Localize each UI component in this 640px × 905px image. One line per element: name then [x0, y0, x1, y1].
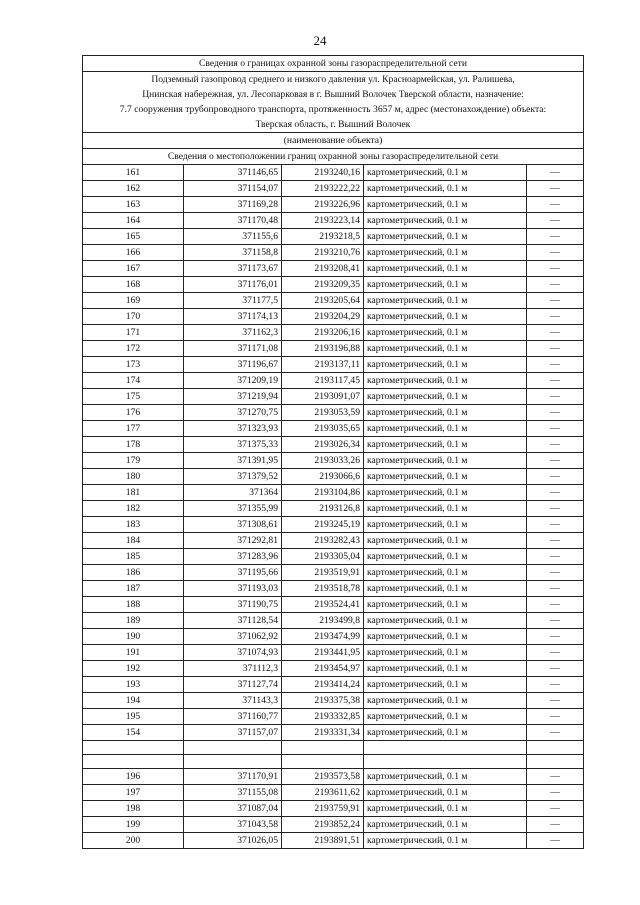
table-row	[83, 817, 584, 833]
point-number: 182	[83, 501, 184, 517]
point-number: 171	[83, 325, 184, 341]
coord-y: 2193210,76	[282, 245, 364, 261]
point-number: 181	[83, 485, 184, 501]
table-row	[83, 373, 584, 389]
object-description-line: Подземный газопровод среднего и низкого давления ул. Красноармейская, ул. Ралишева,	[151, 74, 515, 85]
method: картометрический, 0.1 м	[364, 165, 527, 181]
method: картометрический, 0.1 м	[364, 421, 527, 437]
table-row	[83, 197, 584, 213]
point-number: 187	[83, 581, 184, 597]
coord-x: 371170,91	[184, 769, 282, 785]
object-description-line: 7.7 сооружения трубопроводного транспорта, протяженность 3657 м, адрес (местонахождение) объекта:	[119, 104, 547, 115]
note: —	[527, 277, 584, 293]
method: картометрический, 0.1 м	[364, 213, 527, 229]
coord-x: 371177,5	[184, 293, 282, 309]
point-number: 197	[83, 785, 184, 801]
note: —	[527, 341, 584, 357]
note: —	[527, 165, 584, 181]
method: картометрический, 0.1 м	[364, 817, 527, 833]
table-row	[83, 613, 584, 629]
method: картометрический, 0.1 м	[364, 437, 527, 453]
coord-y: 2193053,59	[282, 405, 364, 421]
table-row	[83, 245, 584, 261]
table-row	[83, 645, 584, 661]
empty-cell	[527, 755, 584, 769]
point-number: 172	[83, 341, 184, 357]
point-number: 180	[83, 469, 184, 485]
coord-y: 2193524,41	[282, 597, 364, 613]
method: картометрический, 0.1 м	[364, 485, 527, 501]
coord-x: 371158,8	[184, 245, 282, 261]
coord-x: 371171,08	[184, 341, 282, 357]
method: картометрический, 0.1 м	[364, 293, 527, 309]
point-number: 169	[83, 293, 184, 309]
note: —	[527, 725, 584, 741]
note: —	[527, 197, 584, 213]
coord-y: 2193033,26	[282, 453, 364, 469]
table-row	[83, 453, 584, 469]
coord-y: 2193454,97	[282, 661, 364, 677]
table-row	[83, 309, 584, 325]
table-row	[83, 261, 584, 277]
coord-y: 2193331,34	[282, 725, 364, 741]
coord-y: 2193332,85	[282, 709, 364, 725]
note: —	[527, 581, 584, 597]
coord-y: 2193209,35	[282, 277, 364, 293]
coord-x: 371127,74	[184, 677, 282, 693]
method: картометрический, 0.1 м	[364, 469, 527, 485]
method: картометрический, 0.1 м	[364, 453, 527, 469]
note: —	[527, 325, 584, 341]
coord-x: 371196,67	[184, 357, 282, 373]
empty-cell	[364, 741, 527, 755]
coord-x: 371364	[184, 485, 282, 501]
method: картометрический, 0.1 м	[364, 677, 527, 693]
point-number: 154	[83, 725, 184, 741]
note: —	[527, 677, 584, 693]
coord-x: 371157,07	[184, 725, 282, 741]
object-description-row	[83, 72, 584, 133]
table-title: Сведения о границах охранной зоны газораспределительной сети	[83, 56, 584, 72]
note: —	[527, 817, 584, 833]
coord-x: 371074,93	[184, 645, 282, 661]
point-number: 188	[83, 597, 184, 613]
table-row	[83, 293, 584, 309]
location-header-row	[83, 149, 584, 165]
coord-y: 2193206,16	[282, 325, 364, 341]
point-number: 186	[83, 565, 184, 581]
method: картометрический, 0.1 м	[364, 181, 527, 197]
point-number: 163	[83, 197, 184, 213]
coord-y: 2193222,22	[282, 181, 364, 197]
coord-x: 371283,96	[184, 549, 282, 565]
coord-y: 2193499,8	[282, 613, 364, 629]
note: —	[527, 421, 584, 437]
coord-x: 371112,3	[184, 661, 282, 677]
table-row	[83, 565, 584, 581]
note: —	[527, 469, 584, 485]
method: картометрический, 0.1 м	[364, 341, 527, 357]
coord-x: 371195,66	[184, 565, 282, 581]
table-row	[83, 693, 584, 709]
point-number: 194	[83, 693, 184, 709]
method: картометрический, 0.1 м	[364, 769, 527, 785]
table-row	[83, 709, 584, 725]
coord-x: 371391,95	[184, 453, 282, 469]
table-row	[83, 485, 584, 501]
object-caption-row	[83, 133, 584, 149]
note: —	[527, 693, 584, 709]
title-row	[83, 56, 584, 72]
note: —	[527, 629, 584, 645]
method: картометрический, 0.1 м	[364, 709, 527, 725]
coord-x: 371169,28	[184, 197, 282, 213]
empty-cell	[527, 741, 584, 755]
coord-y: 2193026,34	[282, 437, 364, 453]
coord-x: 371155,6	[184, 229, 282, 245]
coord-x: 371308,61	[184, 517, 282, 533]
note: —	[527, 261, 584, 277]
method: картометрический, 0.1 м	[364, 533, 527, 549]
method: картометрический, 0.1 м	[364, 501, 527, 517]
coord-y: 2193759,91	[282, 801, 364, 817]
note: —	[527, 565, 584, 581]
coord-x: 371170,48	[184, 213, 282, 229]
point-number: 193	[83, 677, 184, 693]
note: —	[527, 501, 584, 517]
object-description-line: Тверская область, г. Вышний Волочек	[255, 119, 411, 130]
coord-y: 2193519,91	[282, 565, 364, 581]
coord-y: 2193573,58	[282, 769, 364, 785]
method: картометрический, 0.1 м	[364, 549, 527, 565]
note: —	[527, 453, 584, 469]
note: —	[527, 229, 584, 245]
note: —	[527, 389, 584, 405]
table-row	[83, 597, 584, 613]
coord-x: 371323,93	[184, 421, 282, 437]
coord-x: 371155,08	[184, 785, 282, 801]
table-row	[83, 341, 584, 357]
point-number: 165	[83, 229, 184, 245]
method: картометрический, 0.1 м	[364, 613, 527, 629]
coord-x: 371355,99	[184, 501, 282, 517]
table-row	[83, 437, 584, 453]
coord-x: 371162,3	[184, 325, 282, 341]
method: картометрический, 0.1 м	[364, 373, 527, 389]
note: —	[527, 801, 584, 817]
point-number: 164	[83, 213, 184, 229]
point-number: 167	[83, 261, 184, 277]
note: —	[527, 833, 584, 849]
note: —	[527, 645, 584, 661]
coord-x: 371087,04	[184, 801, 282, 817]
coord-y: 2193204,29	[282, 309, 364, 325]
method: картометрический, 0.1 м	[364, 645, 527, 661]
object-description-line: Цнинская набережная, ул. Лесопарковая в г. Вышний Волочек Тверской области, назначение:	[142, 89, 524, 100]
coord-x: 371160,77	[184, 709, 282, 725]
coord-x: 371193,03	[184, 581, 282, 597]
table-row	[83, 421, 584, 437]
coord-y: 2193240,16	[282, 165, 364, 181]
note: —	[527, 245, 584, 261]
coord-y: 2193196,88	[282, 341, 364, 357]
coord-y: 2193375,38	[282, 693, 364, 709]
method: картометрический, 0.1 м	[364, 389, 527, 405]
coord-x: 371173,67	[184, 261, 282, 277]
coord-y: 2193223,14	[282, 213, 364, 229]
point-number: 176	[83, 405, 184, 421]
method: картометрический, 0.1 м	[364, 725, 527, 741]
coord-y: 2193611,62	[282, 785, 364, 801]
coord-x: 371219,94	[184, 389, 282, 405]
point-number: 177	[83, 421, 184, 437]
note: —	[527, 785, 584, 801]
note: —	[527, 661, 584, 677]
coord-x: 371062,92	[184, 629, 282, 645]
table-row	[83, 357, 584, 373]
coord-y: 2193226,96	[282, 197, 364, 213]
point-number: 168	[83, 277, 184, 293]
point-number: 190	[83, 629, 184, 645]
table-row	[83, 833, 584, 849]
table-row	[83, 405, 584, 421]
coord-x: 371174,13	[184, 309, 282, 325]
method: картометрический, 0.1 м	[364, 261, 527, 277]
coord-y: 2193137,11	[282, 357, 364, 373]
method: картометрический, 0.1 м	[364, 277, 527, 293]
note: —	[527, 597, 584, 613]
note: —	[527, 709, 584, 725]
table-row	[83, 213, 584, 229]
empty-cell	[83, 755, 184, 769]
coord-y: 2193126,8	[282, 501, 364, 517]
coord-x: 371190,75	[184, 597, 282, 613]
coord-y: 2193305,04	[282, 549, 364, 565]
coord-x: 371146,65	[184, 165, 282, 181]
empty-cell	[184, 741, 282, 755]
point-number: 191	[83, 645, 184, 661]
point-number: 184	[83, 533, 184, 549]
method: картометрический, 0.1 м	[364, 693, 527, 709]
table-row	[83, 165, 584, 181]
coord-x: 371292,81	[184, 533, 282, 549]
coord-x: 371270,75	[184, 405, 282, 421]
note: —	[527, 613, 584, 629]
coord-y: 2193208,41	[282, 261, 364, 277]
note: —	[527, 373, 584, 389]
table-row	[83, 677, 584, 693]
coord-y: 2193891,51	[282, 833, 364, 849]
note: —	[527, 357, 584, 373]
coord-x: 371128,54	[184, 613, 282, 629]
point-number: 170	[83, 309, 184, 325]
coord-x: 371176,01	[184, 277, 282, 293]
object-description	[83, 72, 584, 133]
empty-cell	[83, 741, 184, 755]
empty-cell	[282, 755, 364, 769]
method: картометрический, 0.1 м	[364, 197, 527, 213]
coord-x: 371209,19	[184, 373, 282, 389]
point-number: 185	[83, 549, 184, 565]
method: картометрический, 0.1 м	[364, 325, 527, 341]
method: картометрический, 0.1 м	[364, 245, 527, 261]
coord-x: 371143,3	[184, 693, 282, 709]
note: —	[527, 533, 584, 549]
table-row	[83, 229, 584, 245]
table-row	[83, 517, 584, 533]
boundary-table	[82, 55, 584, 849]
coord-x: 371375,33	[184, 437, 282, 453]
note: —	[527, 213, 584, 229]
note: —	[527, 517, 584, 533]
table-row	[83, 725, 584, 741]
method: картометрический, 0.1 м	[364, 581, 527, 597]
coord-y: 2193518,78	[282, 581, 364, 597]
coord-y: 2193091,07	[282, 389, 364, 405]
coord-y: 2193474,99	[282, 629, 364, 645]
point-number: 196	[83, 769, 184, 785]
point-number: 198	[83, 801, 184, 817]
method: картометрический, 0.1 м	[364, 629, 527, 645]
method: картометрический, 0.1 м	[364, 565, 527, 581]
method: картометрический, 0.1 м	[364, 801, 527, 817]
table-row	[83, 277, 584, 293]
empty-row	[83, 755, 584, 769]
table-row	[83, 549, 584, 565]
method: картометрический, 0.1 м	[364, 597, 527, 613]
point-number: 166	[83, 245, 184, 261]
table-row	[83, 801, 584, 817]
coord-x: 371379,52	[184, 469, 282, 485]
method: картометрический, 0.1 м	[364, 517, 527, 533]
note: —	[527, 309, 584, 325]
coord-y: 2193414,24	[282, 677, 364, 693]
location-header: Сведения о местоположении границ охранной зоны газораспределительной сети	[83, 149, 584, 165]
point-number: 179	[83, 453, 184, 469]
table-row	[83, 501, 584, 517]
point-number: 195	[83, 709, 184, 725]
note: —	[527, 769, 584, 785]
coord-y: 2193205,64	[282, 293, 364, 309]
table-row	[83, 181, 584, 197]
method: картометрический, 0.1 м	[364, 357, 527, 373]
coord-x: 371154,07	[184, 181, 282, 197]
point-number: 162	[83, 181, 184, 197]
method: картометрический, 0.1 м	[364, 405, 527, 421]
coord-x: 371026,05	[184, 833, 282, 849]
empty-cell	[364, 755, 527, 769]
table-row	[83, 533, 584, 549]
point-number: 174	[83, 373, 184, 389]
point-number: 173	[83, 357, 184, 373]
coord-y: 2193441,95	[282, 645, 364, 661]
point-number: 192	[83, 661, 184, 677]
point-number: 178	[83, 437, 184, 453]
point-number: 175	[83, 389, 184, 405]
point-number: 189	[83, 613, 184, 629]
note: —	[527, 293, 584, 309]
empty-row	[83, 741, 584, 755]
coord-y: 2193218,5	[282, 229, 364, 245]
table-row	[83, 769, 584, 785]
note: —	[527, 549, 584, 565]
method: картометрический, 0.1 м	[364, 785, 527, 801]
coord-y: 2193104,86	[282, 485, 364, 501]
method: картометрический, 0.1 м	[364, 309, 527, 325]
table-row	[83, 581, 584, 597]
table-row	[83, 325, 584, 341]
table-row	[83, 661, 584, 677]
object-caption: (наименование объекта)	[83, 133, 584, 149]
coord-y: 2193035,65	[282, 421, 364, 437]
point-number: 161	[83, 165, 184, 181]
point-number: 183	[83, 517, 184, 533]
table-row	[83, 469, 584, 485]
table-row	[83, 785, 584, 801]
coord-y: 2193245,19	[282, 517, 364, 533]
table-row	[83, 629, 584, 645]
coord-x: 371043,58	[184, 817, 282, 833]
empty-cell	[282, 741, 364, 755]
table-row	[83, 389, 584, 405]
method: картометрический, 0.1 м	[364, 661, 527, 677]
point-number: 199	[83, 817, 184, 833]
note: —	[527, 405, 584, 421]
coord-y: 2193852,24	[282, 817, 364, 833]
note: —	[527, 485, 584, 501]
empty-cell	[184, 755, 282, 769]
coord-y: 2193117,45	[282, 373, 364, 389]
coord-y: 2193282,43	[282, 533, 364, 549]
coord-y: 2193066,6	[282, 469, 364, 485]
note: —	[527, 181, 584, 197]
point-number: 200	[83, 833, 184, 849]
note: —	[527, 437, 584, 453]
method: картометрический, 0.1 м	[364, 833, 527, 849]
page-number: 24	[313, 33, 327, 48]
method: картометрический, 0.1 м	[364, 229, 527, 245]
